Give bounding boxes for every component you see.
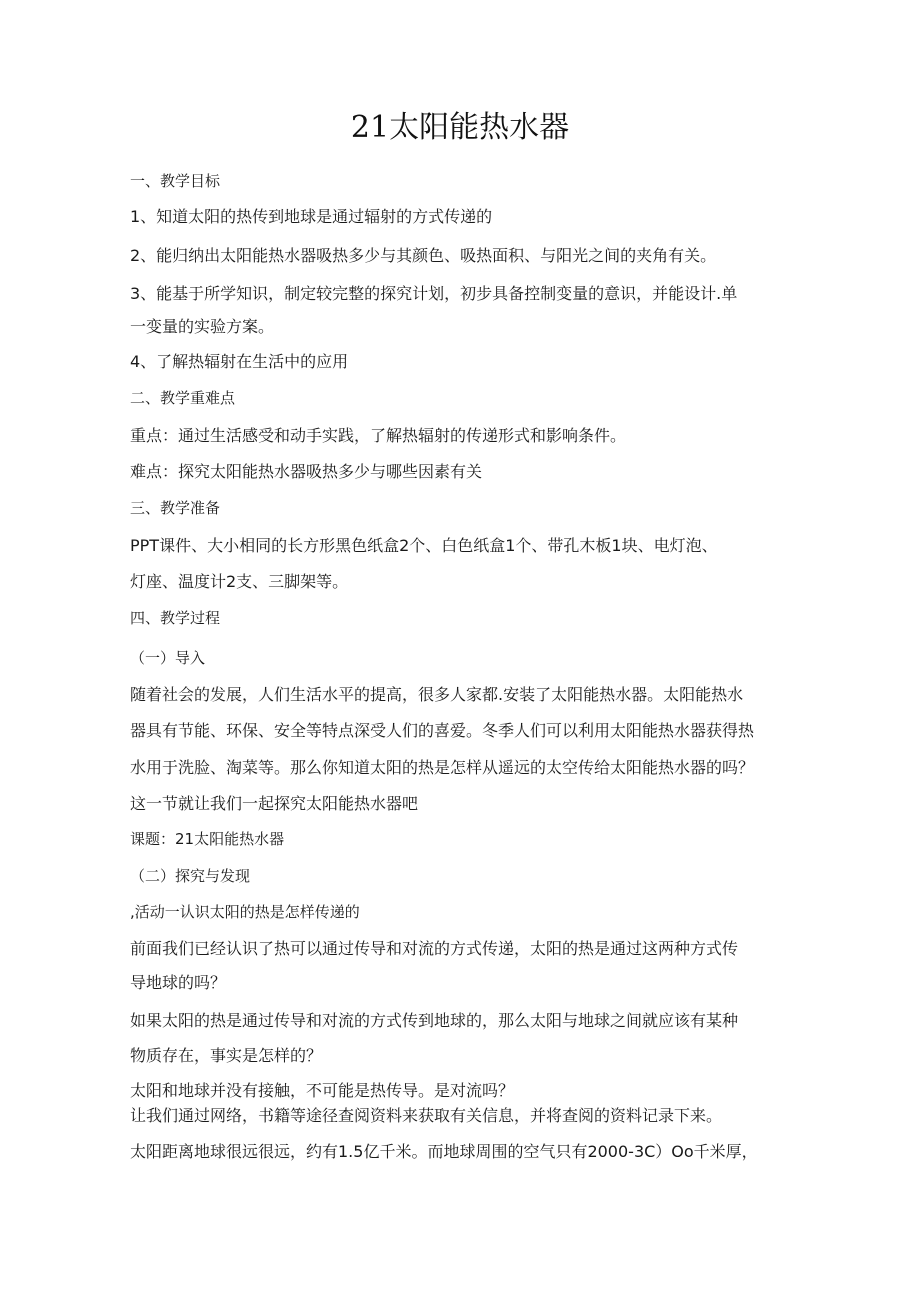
objective-2: 2、能归纳出太阳能热水器吸热多少与其颜色、吸热面积、与阳光之间的夹角有关。 xyxy=(130,246,717,265)
section-heading-preparation: 三、教学准备 xyxy=(130,499,221,517)
paragraph-medium-line-1: 如果太阳的热是通过传导和对流的方式传到地球的，那么太阳与地球之间就应该有某种 xyxy=(130,1011,739,1030)
intro-paragraph-line-1: 随着社会的发展，人们生活水平的提高，很多人家都.安装了太阳能热水器。太阳能热水 xyxy=(130,685,744,704)
intro-paragraph-line-4: 这一节就让我们一起探究太阳能热水器吧 xyxy=(130,794,419,813)
preparation-line-2: 灯座、温度计2支、三脚架等。 xyxy=(130,572,349,591)
difficult-point: 难点：探究太阳能热水器吸热多少与哪些因素有关 xyxy=(130,462,483,481)
key-point: 重点：通过生活感受和动手实践，了解热辐射的传递形式和影响条件。 xyxy=(130,426,627,445)
paragraph-conduction-line-2: 导地球的吗？ xyxy=(130,973,227,992)
objective-3-line-2: 一变量的实验方案。 xyxy=(130,317,275,336)
section-heading-key-points: 二、教学重难点 xyxy=(130,389,236,407)
document-title: 21太阳能热水器 xyxy=(350,110,570,145)
section-heading-process: 四、教学过程 xyxy=(130,609,221,627)
section-heading-objectives: 一、教学目标 xyxy=(130,172,221,190)
paragraph-medium-line-2: 物质存在，事实是怎样的？ xyxy=(130,1046,323,1065)
paragraph-distance: 太阳距离地球很远很远，约有1.5亿千米。而地球周围的空气只有2000-3C）Oo千米厚， xyxy=(130,1142,758,1161)
objective-1: 1、知道太阳的热传到地球是通过辐射的方式传递的 xyxy=(130,207,493,226)
objective-4: 4、了解热辐射在生活中的应用 xyxy=(130,352,349,371)
preparation-line-1: PPT课件、大小相同的长方形黑色纸盒2个、白色纸盒1个、带孔木板1块、电灯泡、 xyxy=(130,536,718,555)
intro-paragraph-line-3: 水用于洗脸、淘菜等。那么你知道太阳的热是怎样从遥远的太空传给太阳能热水器的吗？ xyxy=(130,758,755,777)
subsection-exploration: （二）探究与发现 xyxy=(130,867,251,885)
paragraph-conduction-line-1: 前面我们已经认识了热可以通过传导和对流的方式传递，太阳的热是通过这两种方式传 xyxy=(130,939,739,958)
lesson-topic: 课题：21太阳能热水器 xyxy=(130,830,285,848)
paragraph-no-contact: 太阳和地球并没有接触，不可能是热传导。是对流吗？ xyxy=(130,1081,515,1100)
subsection-introduction: （一）导入 xyxy=(130,649,206,667)
intro-paragraph-line-2: 器具有节能、环保、安全等特点深受人们的喜爱。冬季人们可以利用太阳能热水器获得热 xyxy=(130,721,755,740)
objective-3-line-1: 3、能基于所学知识，制定较完整的探究计划，初步具备控制变量的意识，并能设计.单 xyxy=(130,284,738,303)
paragraph-research: 让我们通过网络，书籍等途径查阅资料来获取有关信息，并将查阅的资料记录下来。 xyxy=(130,1106,723,1125)
activity-1-heading: ,活动一认识太阳的热是怎样传递的 xyxy=(130,903,360,921)
